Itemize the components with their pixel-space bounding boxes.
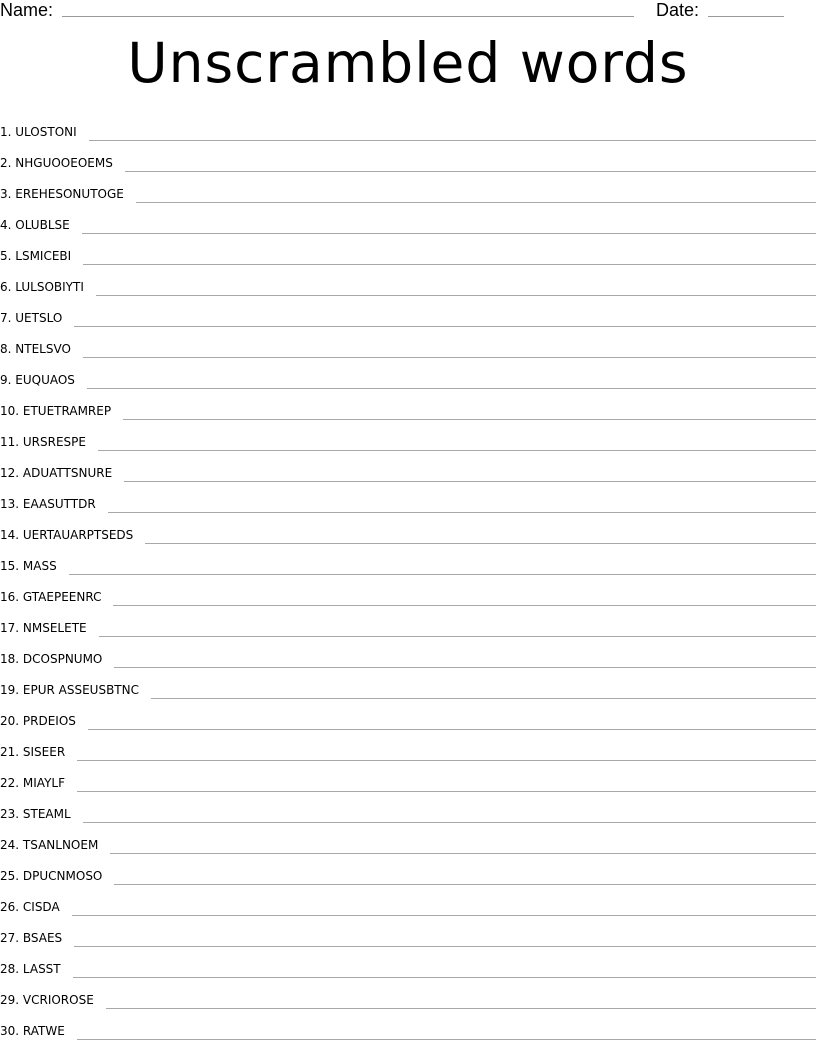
- answer-line[interactable]: [72, 915, 816, 916]
- list-item: [0, 234, 816, 265]
- answer-line[interactable]: [89, 140, 816, 141]
- list-item: [0, 544, 816, 575]
- name-label: Name:: [0, 0, 54, 20]
- scrambled-word: 9. EUQUAOS: [0, 373, 75, 387]
- scrambled-word: 20. PRDEIOS: [0, 714, 76, 728]
- list-item: [0, 947, 816, 978]
- scrambled-word: 4. OLUBLSE: [0, 218, 70, 232]
- list-item: [0, 916, 816, 947]
- answer-line[interactable]: [82, 233, 816, 234]
- scrambled-word: 14. UERTAUARPTSEDS: [0, 528, 134, 542]
- scrambled-word-list: [0, 110, 816, 1040]
- answer-line[interactable]: [77, 1039, 816, 1040]
- scrambled-word: 11. URSRESPE: [0, 435, 86, 449]
- date-label: Date:: [656, 0, 700, 20]
- answer-line[interactable]: [74, 326, 816, 327]
- list-item: [0, 327, 816, 358]
- answer-line[interactable]: [114, 667, 816, 668]
- list-item: [0, 606, 816, 637]
- list-item: [0, 668, 816, 699]
- list-item: [0, 420, 816, 451]
- answer-line[interactable]: [77, 760, 816, 761]
- answer-line[interactable]: [74, 946, 816, 947]
- list-item: [0, 637, 816, 668]
- list-item: [0, 265, 816, 296]
- answer-line[interactable]: [114, 884, 816, 885]
- list-item: [0, 513, 816, 544]
- scrambled-word: 26. CISDA: [0, 900, 60, 914]
- answer-line[interactable]: [110, 853, 816, 854]
- list-item: [0, 978, 816, 1009]
- worksheet-header: [0, 0, 816, 24]
- name-field-line[interactable]: [62, 16, 634, 17]
- answer-line[interactable]: [123, 419, 816, 420]
- answer-line[interactable]: [88, 729, 816, 730]
- answer-line[interactable]: [83, 822, 816, 823]
- scrambled-word: 7. UETSLO: [0, 311, 63, 325]
- scrambled-word: 13. EAASUTTDR: [0, 497, 96, 511]
- answer-line[interactable]: [124, 481, 816, 482]
- answer-line[interactable]: [73, 977, 816, 978]
- list-item: [0, 358, 816, 389]
- answer-line[interactable]: [87, 388, 816, 389]
- answer-line[interactable]: [151, 698, 816, 699]
- scrambled-word: 3. EREHESONUTOGE: [0, 187, 124, 201]
- list-item: [0, 482, 816, 513]
- scrambled-word: 2. NHGUOOEOEMS: [0, 156, 113, 170]
- scrambled-word: 16. GTAEPEENRC: [0, 590, 102, 604]
- list-item: [0, 1009, 816, 1040]
- list-item: [0, 885, 816, 916]
- answer-line[interactable]: [69, 574, 816, 575]
- answer-line[interactable]: [96, 295, 816, 296]
- scrambled-word: 19. EPUR ASSEUSBTNC: [0, 683, 139, 697]
- answer-line[interactable]: [98, 450, 816, 451]
- scrambled-word: 5. LSMICEBI: [0, 249, 72, 263]
- date-field-line[interactable]: [708, 16, 784, 17]
- scrambled-word: 24. TSANLNOEM: [0, 838, 99, 852]
- answer-line[interactable]: [99, 636, 816, 637]
- scrambled-word: 22. MIAYLF: [0, 776, 65, 790]
- answer-line[interactable]: [136, 202, 816, 203]
- list-item: [0, 203, 816, 234]
- list-item: [0, 451, 816, 482]
- list-item: [0, 792, 816, 823]
- list-item: [0, 854, 816, 885]
- list-item: [0, 110, 816, 141]
- page-title: Unscrambled words: [127, 31, 689, 95]
- scrambled-word: 17. NMSELETE: [0, 621, 87, 635]
- answer-line[interactable]: [106, 1008, 816, 1009]
- scrambled-word: 30. RATWE: [0, 1024, 65, 1038]
- scrambled-word: 18. DCOSPNUMO: [0, 652, 103, 666]
- scrambled-word: 21. SISEER: [0, 745, 66, 759]
- list-item: [0, 823, 816, 854]
- answer-line[interactable]: [83, 264, 816, 265]
- answer-line[interactable]: [108, 512, 816, 513]
- list-item: [0, 172, 816, 203]
- answer-line[interactable]: [145, 543, 816, 544]
- scrambled-word: 12. ADUATTSNURE: [0, 466, 113, 480]
- list-item: [0, 296, 816, 327]
- scrambled-word: 6. LULSOBIYTI: [0, 280, 84, 294]
- scrambled-word: 27. BSAES: [0, 931, 63, 945]
- list-item: [0, 389, 816, 420]
- list-item: [0, 575, 816, 606]
- scrambled-word: 25. DPUCNMOSO: [0, 869, 103, 883]
- scrambled-word: 23. STEAML: [0, 807, 71, 821]
- scrambled-word: 1. ULOSTONI: [0, 125, 77, 139]
- scrambled-word: 29. VCRIOROSE: [0, 993, 94, 1007]
- answer-line[interactable]: [113, 605, 816, 606]
- list-item: [0, 699, 816, 730]
- scrambled-word: 10. ETUETRAMREP: [0, 404, 112, 418]
- list-item: [0, 730, 816, 761]
- answer-line[interactable]: [77, 791, 816, 792]
- scrambled-word: 15. MASS: [0, 559, 57, 573]
- scrambled-word: 8. NTELSVO: [0, 342, 71, 356]
- answer-line[interactable]: [125, 171, 816, 172]
- list-item: [0, 761, 816, 792]
- answer-line[interactable]: [83, 357, 816, 358]
- list-item: [0, 141, 816, 172]
- scrambled-word: 28. LASST: [0, 962, 61, 976]
